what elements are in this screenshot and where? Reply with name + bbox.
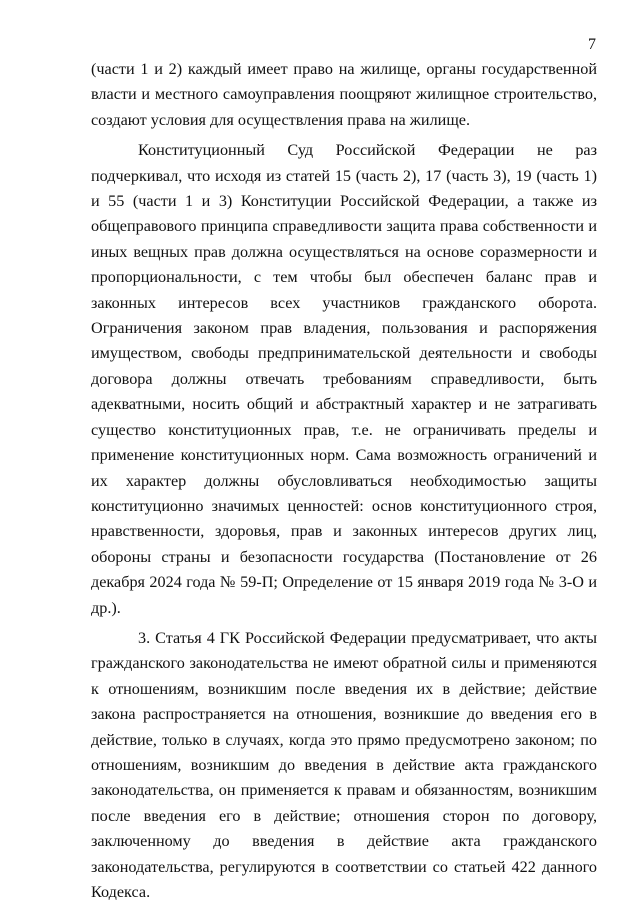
paragraph-constitutional-court: Конституционный Суд Российской Федерации не раз подчеркивал, что исходя из статей 15 (часть 2), 17 (часть 3), 19 (часть 1) и 55 (части 1 и 3) Конституции Российской Федерации, а также из общеправового принципа справедливости защита права собственности и иных вещных прав должна осуществляться на основе соразмерности и пропорциональности, с тем чтобы был обеспечен баланс прав и законных интересов всех участников гражданского оборота. Ограничения законом прав владения, пользования и распоряжения имуществом, свободы предпринимательской деятельности и свободы договора должны отвечать требованиям справедливости, быть адекватными, носить общий и абстрактный характер и не затрагивать существо конституционных прав, т.е. не ограничивать пределы и применение конституционных норм. Сама возможность ограничений и их характер должны обусловливаться необходимостью защиты конституционно значимых ценностей: основ конституционного строя, нравственности, здоровья, прав и законных интересов других лиц, обороны страны и безопасности государства (Постановление от 26 декабря 2024 года № 59-П; Определение от 15 января 2019 года № 3-О и др.). — [91, 141, 597, 617]
document-body — [91, 57, 597, 905]
paragraph-continuation: (части 1 и 2) каждый имеет право на жилище, органы государственной власти и местного самоуправления поощряют жилищное строительство, создают условия для осуществления права на жилище. — [91, 60, 597, 129]
paragraph-article-4: 3. Статья 4 ГК Российской Федерации предусматривает, что акты гражданского законодательства не имеют обратной силы и применяются к отношениям, возникшим после введения их в действие; действие закона распространяется на отношения, возникшие до введения его в действие, только в случаях, когда это прямо предусмотрено законом; по отношениям, возникшим до введения в действие акта гражданского законодательства, он применяется к правам и обязанностям, возникшим после введения его в действие; отношения сторон по договору, заключенному до введения в действие акта гражданского законодательства, регулируются в соответствии со статьей 422 данного Кодекса. — [91, 628, 597, 901]
page-number: 7 — [588, 36, 596, 53]
